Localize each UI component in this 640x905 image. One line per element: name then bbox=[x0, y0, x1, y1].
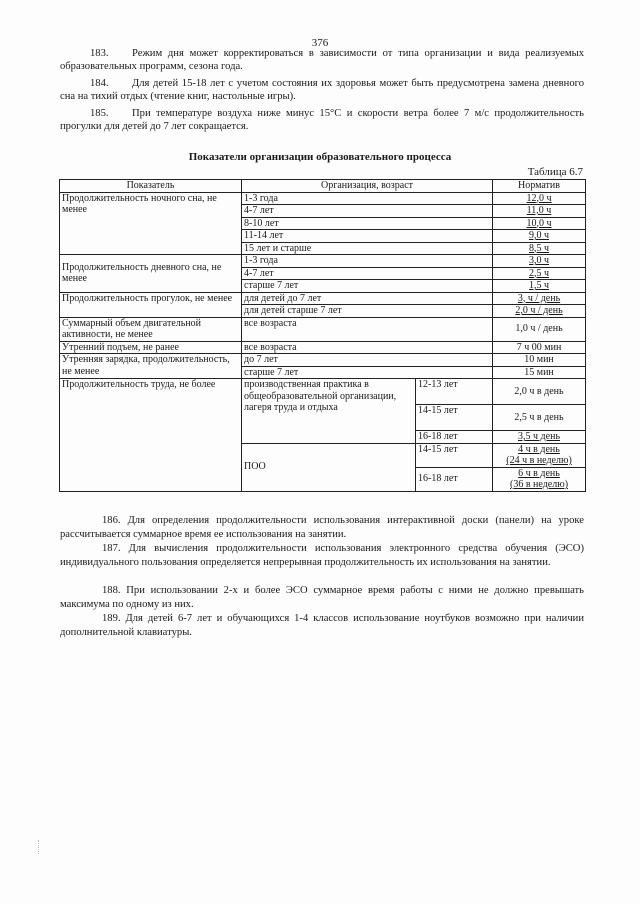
age-cell: до 7 лет bbox=[242, 354, 493, 367]
norm-cell: 9,0 ч bbox=[493, 230, 586, 243]
age-cell: 14-15 лет bbox=[416, 405, 493, 431]
age-cell: 4-7 лет bbox=[242, 267, 493, 280]
process-indicators-table bbox=[59, 179, 586, 492]
indicator-wakeup: Утренний подъем, не ранее bbox=[60, 341, 242, 354]
norm-cell: 11,0 ч bbox=[493, 205, 586, 218]
norm-cell: 12,0 ч bbox=[493, 192, 586, 205]
scan-mark bbox=[38, 840, 45, 854]
page-number: 376 bbox=[311, 37, 329, 49]
indicator-motor-activity: Суммарный объем двигательной активности, не менее bbox=[60, 317, 242, 341]
table-row bbox=[60, 255, 586, 268]
age-cell: 1-3 года bbox=[242, 192, 493, 205]
paragraph-number: 183. bbox=[90, 48, 109, 59]
norm-cell: 10 мин bbox=[493, 354, 586, 367]
paragraph-text: При температуре воздуха ниже минус 15°С и скорости ветра более 7 м/с продолжительность прогулки для детей до 7 лет сокращается. bbox=[60, 108, 584, 132]
paragraph-text: Для детей 15-18 лет с учетом состояния их здоровья может быть предусмотрена замена дневного сна на тихий отдых (чтение книг, настольные игры). bbox=[60, 78, 584, 102]
indicator-day-sleep: Продолжительность дневного сна, не менее bbox=[60, 255, 242, 293]
norm-cell: 1,0 ч / день bbox=[493, 317, 586, 341]
norm-cell: 3,0 ч bbox=[493, 255, 586, 268]
norm-cell: 7 ч 00 мин bbox=[493, 341, 586, 354]
paragraph-number: 184. bbox=[90, 78, 109, 89]
table-row bbox=[60, 379, 586, 405]
table-row bbox=[60, 317, 586, 341]
age-cell: все возраста bbox=[242, 341, 493, 354]
paragraph-186: 186. Для определения продолжительности использования интерактивной доски (панели) на уроке рассчитывается суммарное время ее использования на занятии. bbox=[60, 515, 584, 540]
norm-cell: 1,5 ч bbox=[493, 280, 586, 293]
norm-cell: 3,5 ч день bbox=[493, 431, 586, 444]
norm-cell: 4 ч в день (24 ч в неделю) bbox=[493, 443, 586, 467]
paragraph-text: Режим дня может корректироваться в зависимости от типа организации и вида реализуемых образовательных программ, сезона года. bbox=[60, 48, 584, 72]
table-row bbox=[60, 192, 586, 205]
age-cell: для детей до 7 лет bbox=[242, 292, 493, 305]
age-cell: для детей старше 7 лет bbox=[242, 305, 493, 318]
paragraph-184 bbox=[60, 77, 584, 103]
age-cell: 11-14 лет bbox=[242, 230, 493, 243]
indicator-labor: Продолжительность труда, не более bbox=[60, 379, 242, 492]
norm-cell: 8,5 ч bbox=[493, 242, 586, 255]
table-row bbox=[60, 292, 586, 305]
norm-cell: 15 мин bbox=[493, 366, 586, 379]
header-organization-age: Организация, возраст bbox=[242, 180, 493, 193]
norm-cell: 2,0 ч в день bbox=[493, 379, 586, 405]
paragraph-187: 187. Для вычисления продолжительности использования электронного средства обучения (ЭСО) индивидуального пользования определяется непрерывная продолжительность их использования на занятии. bbox=[60, 543, 584, 568]
organization-practice: производственная практика в общеобразовательной организации, лагеря труда и отдыха bbox=[242, 379, 416, 444]
paragraph-185 bbox=[60, 107, 584, 133]
paragraph-183 bbox=[60, 47, 584, 73]
indicator-walks: Продолжительность прогулок, не менее bbox=[60, 292, 242, 317]
header-indicator: Показатель bbox=[60, 180, 242, 193]
indicator-morning-exercise: Утренняя зарядка, продолжительность, не менее bbox=[60, 354, 242, 379]
paragraph-number: 185. bbox=[90, 108, 109, 119]
header-norm: Норматив bbox=[493, 180, 586, 193]
norm-cell: 10,0 ч bbox=[493, 217, 586, 230]
age-cell: 8-10 лет bbox=[242, 217, 493, 230]
age-cell: 4-7 лет bbox=[242, 205, 493, 218]
table-row bbox=[60, 341, 586, 354]
norm-cell: 6 ч в день (36 в неделю) bbox=[493, 467, 586, 491]
age-cell: старше 7 лет bbox=[242, 280, 493, 293]
age-cell: 12-13 лет bbox=[416, 379, 493, 405]
paragraph-188: 188. При использовании 2-х и более ЭСО суммарное время работы с ними не должно превышать максимума по одному из них. bbox=[60, 585, 584, 610]
age-cell: 15 лет и старше bbox=[242, 242, 493, 255]
table-row bbox=[60, 354, 586, 367]
norm-cell: 2,5 ч в день bbox=[493, 405, 586, 431]
age-cell: 1-3 года bbox=[242, 255, 493, 268]
norm-cell: 2,0 ч / день bbox=[493, 305, 586, 318]
norm-cell: 2,5 ч bbox=[493, 267, 586, 280]
table-title: Показатели организации образовательного процесса bbox=[188, 151, 452, 163]
paragraph-189: 189. Для детей 6-7 лет и обучающихся 1-4 классов использование ноутбуков возможно при наличии дополнительной клавиатуры. bbox=[60, 613, 584, 638]
table-label: Таблица 6.7 bbox=[527, 166, 583, 178]
table-header-row bbox=[60, 180, 586, 193]
age-cell: 16-18 лет bbox=[416, 431, 493, 444]
indicator-night-sleep: Продолжительность ночного сна, не менее bbox=[60, 192, 242, 255]
organization-poo: ПОО bbox=[242, 443, 416, 491]
norm-cell: 3, ч / день bbox=[493, 292, 586, 305]
age-cell: все возраста bbox=[242, 317, 493, 341]
age-cell: 14-15 лет bbox=[416, 443, 493, 467]
age-cell: 16-18 лет bbox=[416, 467, 493, 491]
age-cell: старше 7 лет bbox=[242, 366, 493, 379]
